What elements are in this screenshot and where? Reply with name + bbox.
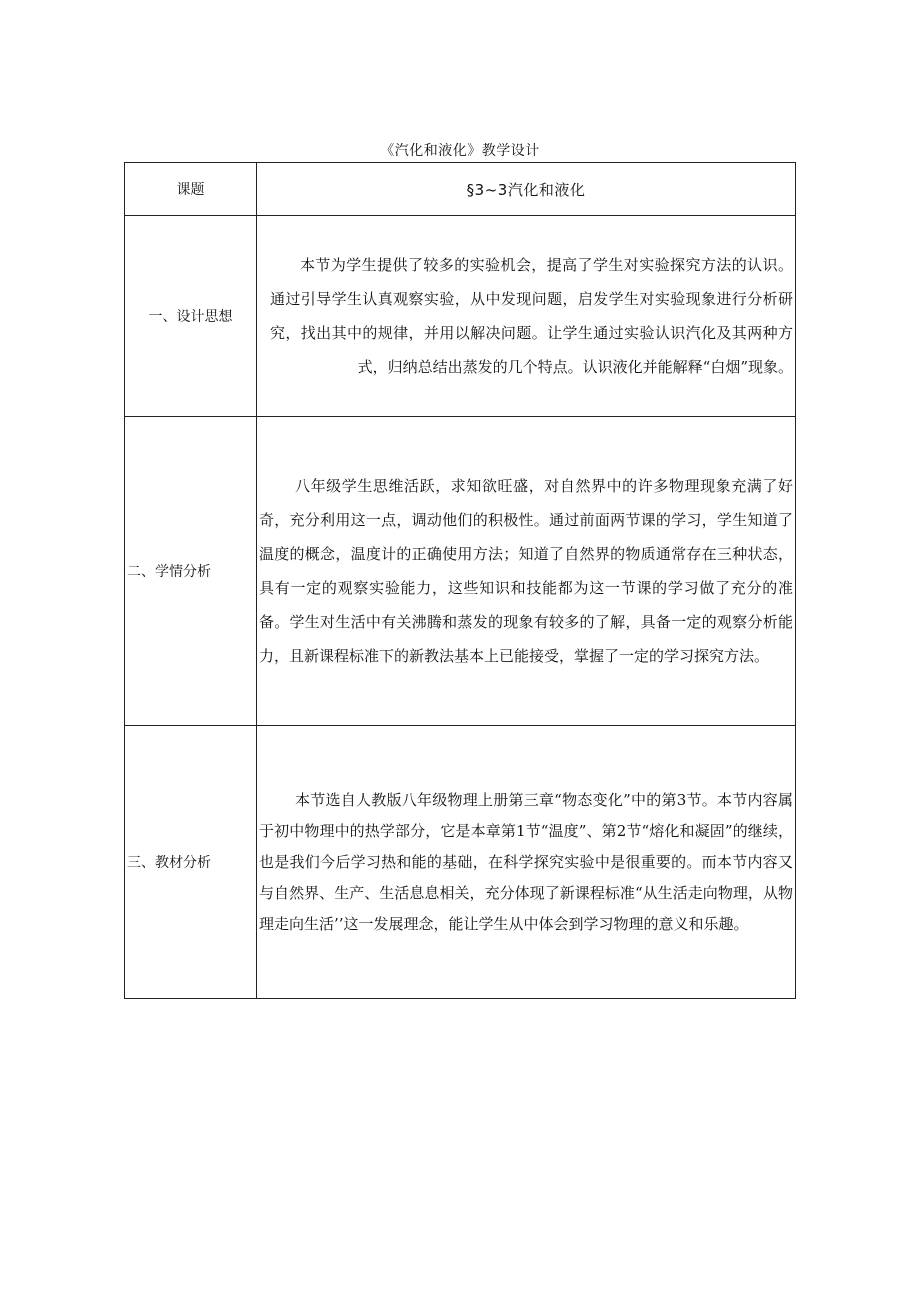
material-analysis-text: 本节选自人教版八年级物理上册第三章“物态变化”中的第3节。本节内容属于初中物理中的热学部分，它是本章第1节“温度”、第2节“熔化和凝固”的继续，也是我们今后学习热和能的基础，在科学探究实验中是很重要的。而本节内容又与自然界、生产、生活息息相关，充分体现了新课程标准“从生活走向物理，从物理走向生活’’这一发展理念，能让学生从中体会到学习物理的意义和乐趣。 bbox=[259, 790, 793, 933]
lesson-plan-table bbox=[124, 162, 796, 999]
student-analysis-text: 八年级学生思维活跃，求知欲旺盛，对自然界中的许多物理现象充满了好奇，充分利用这一点，调动他们的积极性。通过前面两节课的学习，学生知道了温度的概念，温度计的正确使用方法；知道了自然界的物质通常存在三种状态，具有一定的观察实验能力，这些知识和技能都为这一节课的学习做了充分的准备。学生对生活中有关沸腾和蒸发的现象有较多的了解，具备一定的观察分析能力，且新课程标准下的新教法基本上已能接受，掌握了一定的学习探究方法。 bbox=[259, 477, 793, 665]
topic-value: §3~3汽化和液化 bbox=[257, 163, 796, 216]
design-idea-text: 本节为学生提供了较多的实验机会，提高了学生对实验探究方法的认识。通过引导学生认真观察实验，从中发现问题，启发学生对实验现象进行分析研究，找出其中的规律，并用以解决问题。让学生通过实验认识汽化及其两种方式，归纳总结出蒸发的几个特点。认识液化并能解释“白烟”现象。 bbox=[270, 256, 793, 376]
student-analysis-cell bbox=[257, 417, 796, 726]
material-analysis-cell bbox=[257, 726, 796, 999]
table-row-student-analysis bbox=[125, 417, 796, 726]
design-idea-label: 一、设计思想 bbox=[125, 216, 257, 417]
design-idea-cell bbox=[257, 216, 796, 417]
student-analysis-label: 二、学情分析 bbox=[125, 417, 257, 726]
table-row-design-idea bbox=[125, 216, 796, 417]
material-analysis-label: 三、教材分析 bbox=[125, 726, 257, 999]
table-row-topic bbox=[125, 163, 796, 216]
topic-label: 课题 bbox=[125, 163, 257, 216]
page-title: 《汽化和液化》教学设计 bbox=[380, 143, 540, 159]
table-row-material-analysis bbox=[125, 726, 796, 999]
